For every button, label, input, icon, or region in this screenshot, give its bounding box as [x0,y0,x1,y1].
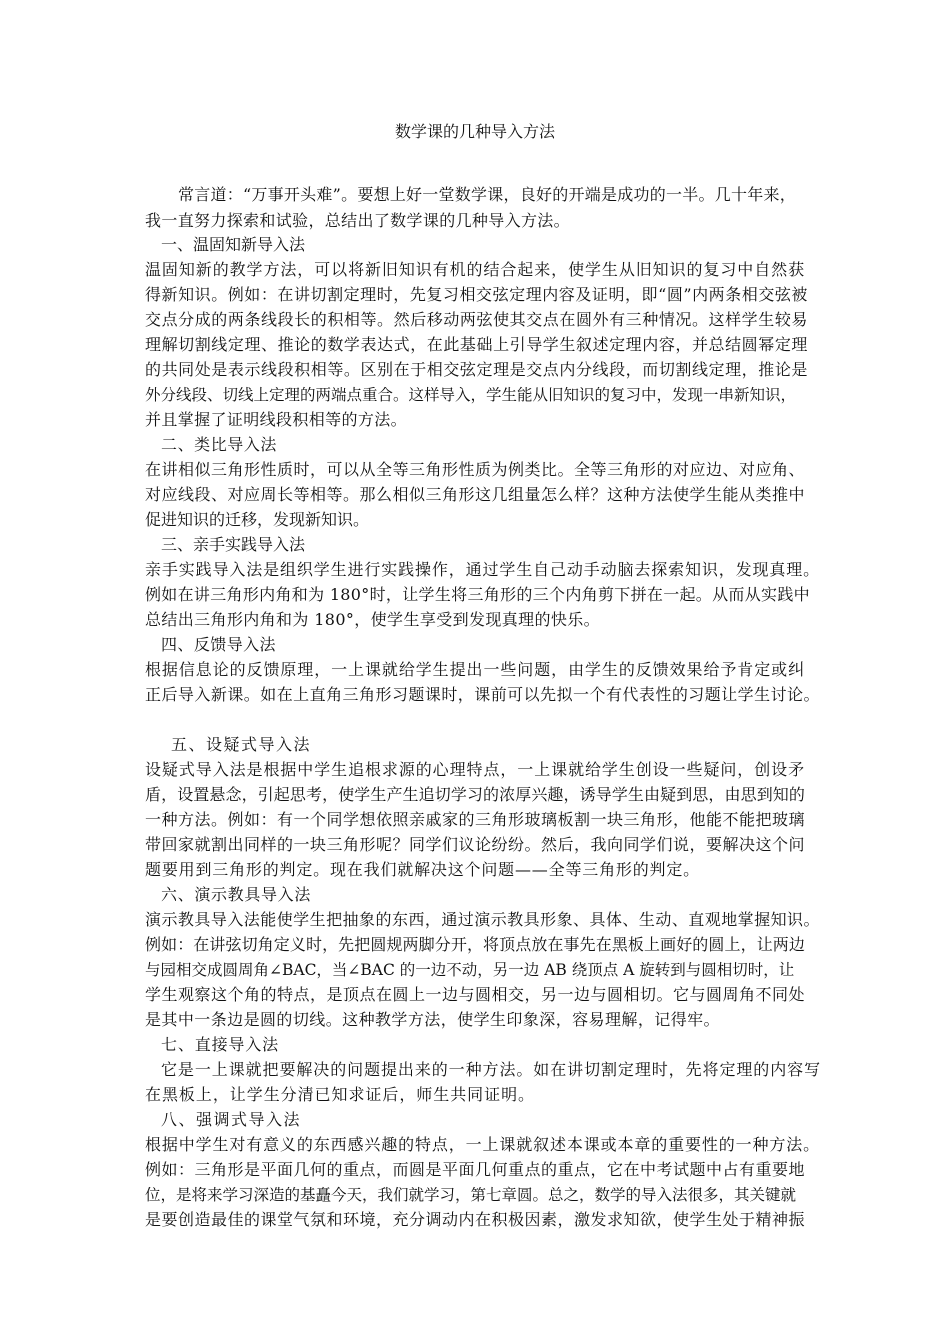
text-line: 在讲相似三角形性质时，可以从全等三角形性质为例类比。全等三角形的对应边、对应角、 [145,460,805,479]
text-line: 七、直接导入法 [161,1035,279,1054]
text-line: 二、类比导入法 [161,435,277,454]
text-line: 演示教具导入法能使学生把抽象的东西，通过演示教具形象、具体、生动、直观地掌握知识。 [145,910,820,929]
text-line: 温固知新的教学方法，可以将新旧知识有机的结合起来，使学生从旧知识的复习中自然获 [145,260,805,279]
text-line: 例如在讲三角形内角和为 180°时，让学生将三角形的三个内角剪下拼在一起。从而从实践中 [145,585,810,604]
text-line: 得新知识。例如：在讲切割定理时，先复习相交弦定理内容及证明，即“圆”内两条相交弦被 [145,285,808,304]
text-line: 促进知识的迁移，发现新知识。 [145,510,370,529]
text-line: 交点分成的两条线段长的积相等。然后移动两弦使其交点在圆外有三种情况。这样学生较易 [145,310,808,329]
text-line: 常言道：“万事开头难”。要想上好一堂数学课，良好的开端是成功的一半。几十年来， [178,185,796,204]
text-line: 题要用到三角形的判定。现在我们就解决这个问题——全等三角形的判定。 [145,860,700,879]
text-line: 是其中一条边是圆的切线。这种教学方法，使学生印象深，容易理解，记得牢。 [145,1010,720,1029]
document-title: 数学课的几种导入方法 [394,122,555,141]
text-line: 设疑式导入法是根据中学生追根求源的心理特点，一上课就给学生创设一些疑问，创设矛 [145,760,805,779]
text-line: 并且掌握了证明线段积相等的方法。 [145,410,407,429]
text-line: 总结出三角形内角和为 180°，使学生享受到发现真理的快乐。 [145,610,600,629]
text-line: 六、演示教具导入法 [161,885,311,904]
text-line: 位，是将来学习深造的基矗今天，我们就学习，第七章圆。总之，数学的导入法很多，其关键就 [145,1186,797,1204]
text-line: 带回家就割出同样的一块三角形呢？同学们议论纷纷。然后，我向同学们说，要解决这个问 [145,835,805,854]
text-line: 我一直努力探索和试验，总结出了数学课的几种导入方法。 [145,211,570,230]
text-line: 的共同处是表示线段积相等。区别在于相交弦定理是交点内分线段，而切割线定理，推论是 [145,360,808,379]
text-line: 八、强调式导入法 [161,1110,302,1129]
text-line: 一种方法。例如：有一个同学想依照亲戚家的三角形玻璃板割一块三角形，他能不能把玻璃 [145,810,805,829]
text-line: 它是一上课就把要解决的问题提出来的一种方法。如在讲切割定理时，先将定理的内容写 [161,1060,821,1079]
text-line: 五、设疑式导入法 [171,735,312,754]
text-line: 与园相交成圆周角∠BAC，当∠BAC 的一边不动，另一边 AB 绕顶点 A 旋转到与圆相切时，让 [145,961,795,979]
text-line: 一、温固知新导入法 [161,235,306,254]
text-line: 外分线段、切线上定理的两端点重合。这样导入，学生能从旧知识的复习中，发现一串新知识， [145,386,797,404]
text-line: 理解切割线定理、推论的数学表达式，在此基础上引导学生叙述定理内容，并总结圆幂定理 [145,335,808,354]
text-line: 根据信息论的反馈原理，一上课就给学生提出一些问题，由学生的反馈效果给予肯定或纠 [145,660,805,679]
text-line: 例如：三角形是平面几何的重点，而圆是平面几何重点的重点，它在中考试题中占有重要地 [145,1160,805,1179]
text-line: 盾，设置悬念，引起思考，使学生产生追切学习的浓厚兴趣，诱导学生由疑到思，由思到知的 [145,785,805,804]
text-line: 亲手实践导入法是组织学生进行实践操作，通过学生自己动手动脑去探索知识，发现真理。 [145,560,820,579]
text-line: 正后导入新课。如在上直角三角形习题课时，课前可以先拟一个有代表性的习题让学生讨论。 [145,685,820,704]
text-line: 根据中学生对有意义的东西感兴趣的特点，一上课就叙述本课或本章的重要性的一种方法。 [145,1135,820,1154]
text-line: 四、反馈导入法 [161,635,276,654]
text-line: 对应线段、对应周长等相等。那么相似三角形这几组量怎么样？这种方法使学生能从类推中 [145,485,805,504]
text-line: 三、亲手实践导入法 [161,535,306,554]
text-line: 例如：在讲弦切角定义时，先把圆规两脚分开，将顶点放在事先在黑板上画好的圆上，让两边 [145,935,805,954]
text-line: 在黑板上，让学生分清已知求证后，师生共同证明。 [145,1085,535,1104]
text-line: 是要创造最佳的课堂气氛和环境，充分调动内在积极因素，激发求知欲，使学生处于精神振 [145,1210,805,1229]
text-line: 学生观察这个角的特点，是顶点在圆上一边与圆相交，另一边与圆相切。它与圆周角不同处 [145,985,805,1004]
